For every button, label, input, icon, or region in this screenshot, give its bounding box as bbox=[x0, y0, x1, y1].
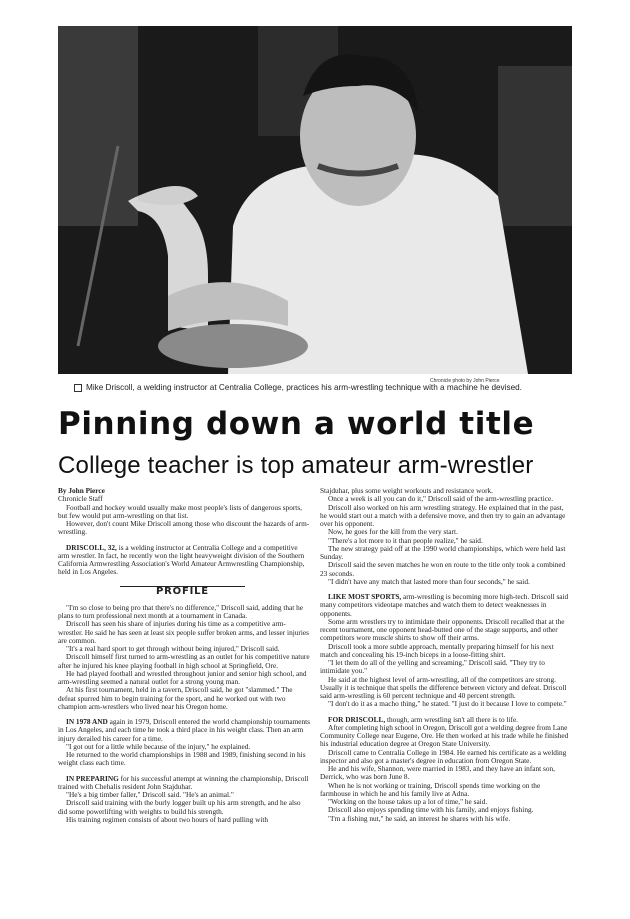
paragraph: After completing high school in Oregon, Driscoll got a welding degree from Lane Community College near Eugene, Ore. He then worked at his trade while he finished his industrial education degree at Oregon State University. bbox=[320, 722, 569, 749]
headline: Pinning down a world title bbox=[58, 406, 535, 442]
paragraph bbox=[58, 544, 310, 577]
paragraph bbox=[58, 718, 310, 743]
paragraph: When he is not working or training, Driscoll spends time working on the farmhouse in which he and his family live at Adna. bbox=[320, 780, 541, 798]
paragraph: Now, he goes for the kill from the very start. bbox=[328, 527, 458, 537]
paragraph: Stajduhar, plus some weight workouts and resistance work. bbox=[320, 486, 493, 495]
paragraph: However, don't count Mike Driscoll among those who discount the hazards of arm-wrestling. bbox=[58, 519, 310, 537]
paragraph: "I'm a fishing nut," he said, an interest he shares with his wife. bbox=[328, 813, 511, 823]
paragraph: Driscoll said training with the burly logger built up his arm strength, and he also did some powerlifting with weights to build his strength. bbox=[58, 798, 301, 816]
section-label: PROFILE bbox=[120, 586, 245, 596]
caption-marker-icon bbox=[74, 384, 82, 392]
photo-credit: Chronicle photo by John Pierce bbox=[430, 378, 500, 384]
paragraph-text: though, arm wrestling isn't all there is to life. bbox=[385, 714, 519, 724]
paragraph: "I got out for a little while because of the injury," he explained. bbox=[66, 741, 251, 751]
paragraph-lead: IN PREPARING bbox=[66, 773, 119, 783]
paragraph-lead: FOR DRISCOLL, bbox=[328, 714, 386, 724]
caption-text: Mike Driscoll, a welding instructor at Centralia College, practices his arm-wrestling technique with a machine he devised. bbox=[86, 383, 522, 392]
paragraph: The new strategy paid off at the 1990 world championships, which were held last Sunday. bbox=[320, 543, 566, 561]
paragraph: "He's a big timber faller," Driscoll said. "He's an animal." bbox=[66, 790, 234, 799]
paragraph: Driscoll also worked on his arm wrestling strategy. He explained that in the past, he would start out a match with a defensive move, and then try to gain an advantage over his opponent. bbox=[320, 502, 566, 528]
paragraph: "I didn't have any match that lasted more than four seconds," he said. bbox=[328, 576, 530, 586]
paragraph-text: again in 1979, Driscoll entered the world championship tournaments in Los Angeles, and each time he took a third place in his weight class. Then an arm injury derailed his career for a time. bbox=[58, 717, 311, 743]
paragraph: He returned to the world championships in 1988 and 1989, finishing second in his weight class each time. bbox=[58, 750, 306, 768]
paragraph: Driscoll said the seven matches he won en route to the title only took a combined 23 seconds. bbox=[320, 560, 566, 578]
byline-author: By John Pierce bbox=[58, 486, 105, 495]
paragraph: "Working on the house takes up a lot of time," he said. bbox=[328, 797, 488, 806]
paragraph-text: is a welding instructor at Centralia College and a competitive arm wrestler. In fact, he recently won the light heavyweight division of the Southern California Armwrestling Association's World Amateur Armwrestling Championship, held in Los Angeles. bbox=[58, 542, 305, 577]
paragraph: Driscoll also enjoys spending time with his family, and enjoys fishing. bbox=[328, 805, 534, 815]
article-column-1 bbox=[58, 487, 310, 824]
paragraph-lead: DRISCOLL, 32, bbox=[66, 542, 117, 552]
photo-caption bbox=[74, 383, 554, 393]
paragraph: "It's a real hard sport to get through without being injured," Driscoll said. bbox=[66, 644, 280, 653]
paragraph: "I let them do all of the yelling and screaming," Driscoll said. "They try to intimidate you." bbox=[320, 658, 545, 676]
paragraph: Driscoll took a more subtle approach, mentally preparing himself for his next match and concealing his 19-inch biceps in a loose-fitting shirt. bbox=[320, 641, 554, 659]
paragraph: Driscoll himself first turned to arm-wrestling as an outlet for his competitive nature after he injured his knee playing football in high school at Springfield, Ore. bbox=[58, 652, 310, 670]
paragraph: "I don't do it as a macho thing," he stated. "I just do it because I love to compete." bbox=[328, 699, 567, 709]
byline-staff: Chronicle Staff bbox=[58, 494, 103, 504]
paragraph: Driscoll came to Centralia College in 1984. He earned his certificate as a welding inspector and also got a master's degree in education from Oregon State. bbox=[320, 747, 567, 765]
paragraph-text: for his successful attempt at winning the championship, Driscoll trained with Chehalis resident John Stajduhar. bbox=[58, 773, 309, 791]
paragraph: "I'm so close to being pro that there's no difference," Driscoll said, adding that he plans to turn professional next month at a tournament in Canada. bbox=[58, 602, 304, 620]
subheadline: College teacher is top amateur arm-wrestler bbox=[58, 452, 534, 479]
paragraph: Once a week is all you can do it," Driscoll said of the arm-wrestling practice. bbox=[328, 494, 554, 504]
paragraph-text: arm-wrestling is becoming more high-tech. Driscoll said many competitors videotape matches and watch them to detect weaknesses in opponents. bbox=[320, 592, 569, 618]
paragraph: Football and hockey would usually make most people's lists of dangerous sports, but few would put arm-wrestling on that list. bbox=[58, 502, 303, 520]
paragraph: He had played football and wrestled throughout junior and senior high school, and arm-wrestling seemed a natural outlet for a strong young man. bbox=[58, 668, 307, 686]
paragraph: His training regimen consists of about two hours of hard pulling with bbox=[66, 814, 269, 824]
paragraph: At his first tournament, held in a tavern, Driscoll said, he got "slammed." The defeat spurred him to begin training for the sport, and he worked out with two champion arm-wrestlers who lived near his Oregon home. bbox=[58, 685, 293, 711]
arm-wrestling-photo-illustration bbox=[58, 26, 572, 374]
paragraph-lead: IN 1978 AND bbox=[66, 717, 108, 726]
paragraph: "There's a lot more to it than people realize," he said. bbox=[328, 535, 483, 545]
paragraph: Some arm wrestlers try to intimidate their opponents. Driscoll recalled that at the recent tournament, one opponent head-butted one of the stage supports, and other competitors wore muscle shirts to show off their arms. bbox=[320, 616, 565, 643]
paragraph: He said at the highest level of arm-wrestling, all of the competitors are strong. Usually it is technique that spells the difference between victory and defeat. Driscoll said arm-wrestling is 60 percent technique and 40 percent strength. bbox=[320, 674, 567, 700]
paragraph bbox=[320, 593, 572, 618]
paragraph bbox=[58, 775, 310, 792]
article-photo bbox=[58, 26, 572, 374]
article-column-2 bbox=[320, 487, 572, 823]
paragraph: Driscoll has seen his share of injuries during his time as a competitive arm-wrestler. He said he has seen at least six people suffer broken arms, and lesser injuries are common. bbox=[58, 619, 309, 645]
paragraph-lead: LIKE MOST SPORTS, bbox=[328, 592, 402, 601]
paragraph: He and his wife, Shannon, were married in 1983, and they have an infant son, Derrick, who was born June 8. bbox=[320, 764, 555, 782]
